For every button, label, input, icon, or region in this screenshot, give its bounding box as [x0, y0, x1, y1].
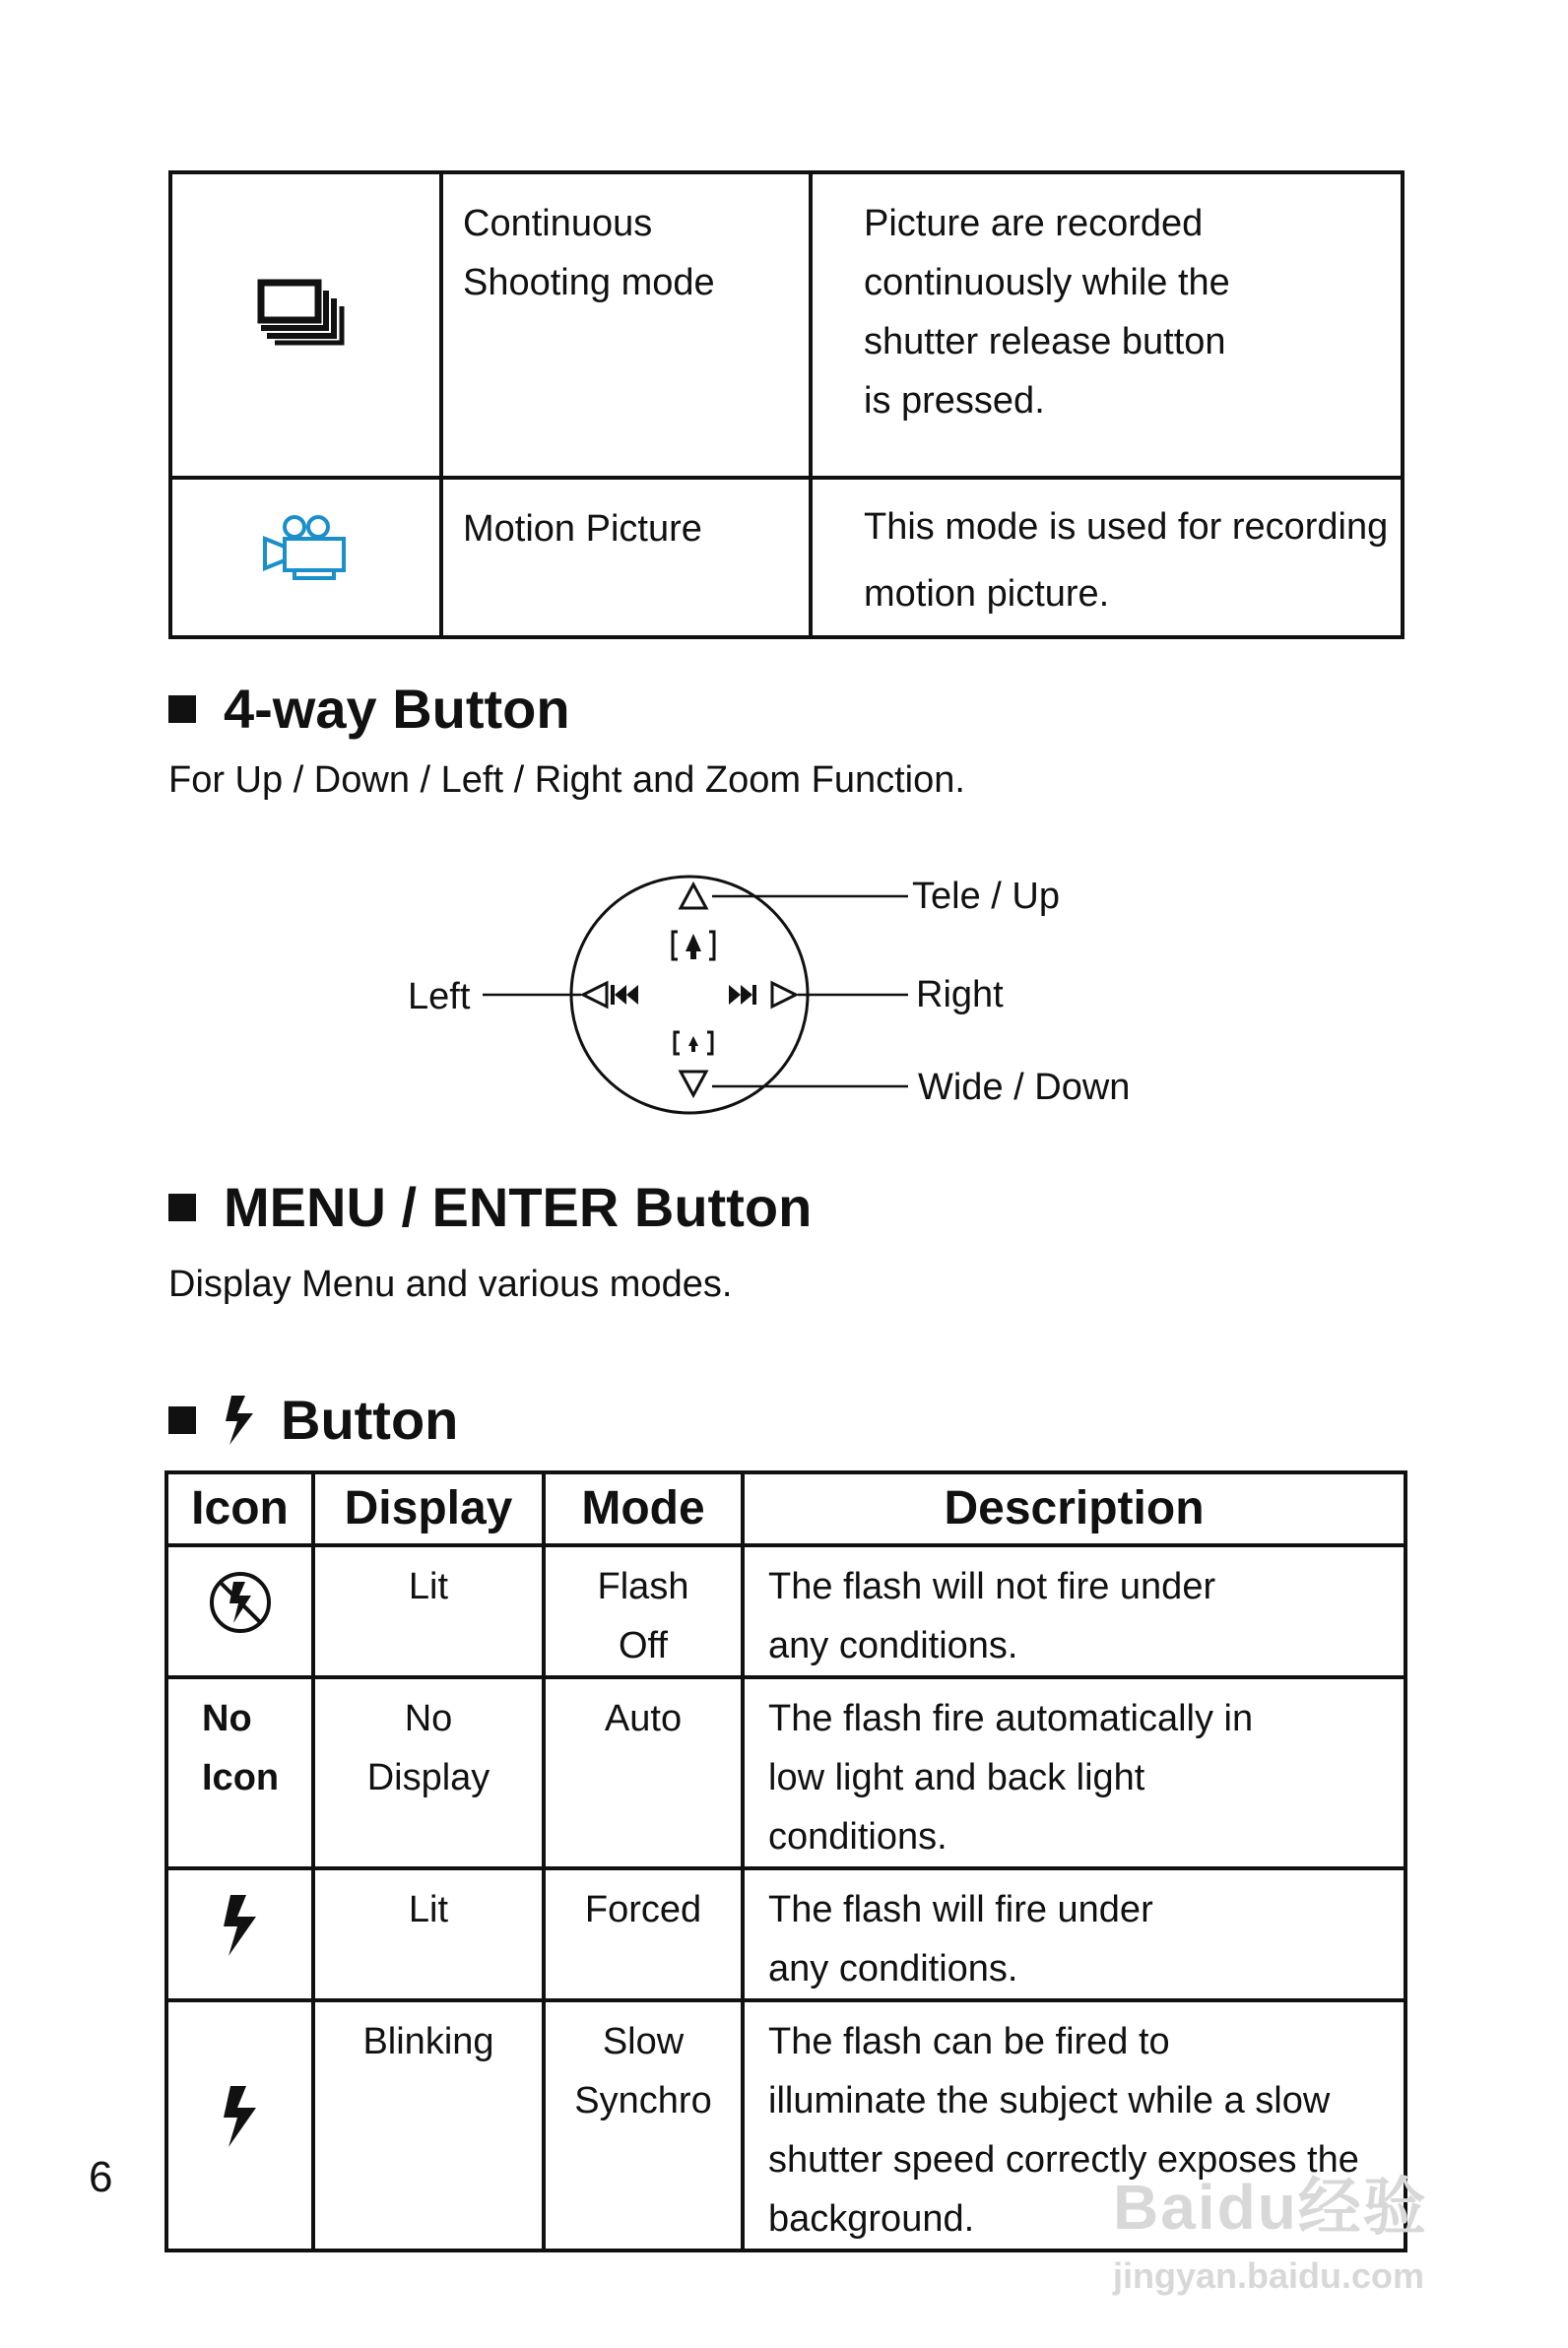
- label-wide-down: Wide / Down: [918, 1067, 1131, 1108]
- flash-icon: [221, 1893, 260, 1958]
- no-icon-cell: No Icon: [166, 1677, 313, 1868]
- watermark-url: jingyan.baidu.com: [1113, 2255, 1425, 2296]
- mode-cell: Auto: [544, 1677, 743, 1868]
- display-cell: No Display: [313, 1677, 544, 1868]
- mode-cell: Slow Synchro: [544, 2000, 743, 2250]
- mode-desc-cell: [811, 172, 1403, 478]
- display-cell: Lit: [313, 1545, 544, 1677]
- mode-icon-cell: [170, 172, 441, 478]
- four-way-description: For Up / Down / Left / Right and Zoom Function.: [168, 759, 965, 801]
- skip-forward-icon: [729, 985, 756, 1005]
- bullet-square-icon: [168, 695, 196, 723]
- bullet-square-icon: [168, 1406, 196, 1434]
- label-tele-up: Tele / Up: [912, 876, 1060, 917]
- header-display: Display: [313, 1472, 544, 1545]
- left-arrow-icon: [583, 983, 607, 1007]
- continuous-shooting-icon: [257, 277, 356, 346]
- page-number: 6: [89, 2153, 113, 2201]
- description-cell: The flash can be fired to illuminate the subject while a slow shutter speed correctly exposes the background.: [743, 2000, 1405, 2250]
- menu-description: Display Menu and various modes.: [168, 1264, 733, 1305]
- label-left: Left: [408, 976, 471, 1017]
- menu-heading-text: MENU / ENTER Button: [224, 1176, 813, 1238]
- flash-icon: [224, 1394, 257, 1447]
- video-camera-icon: [259, 513, 354, 582]
- mode-description: Picture are recorded continuously while the shutter release button is pressed.: [864, 203, 1230, 422]
- display-cell: Lit: [313, 1868, 544, 2000]
- table-row: [170, 478, 1403, 637]
- table-row: [166, 1677, 1405, 1868]
- watermark-logo: Baidu经验: [1113, 2172, 1428, 2243]
- mode-name: Continuous Shooting mode: [463, 203, 715, 303]
- bullet-square-icon: [168, 1194, 196, 1221]
- table-row: [166, 1868, 1405, 2000]
- flash-heading-text: Button: [281, 1389, 459, 1451]
- table-row: [166, 1545, 1405, 1677]
- flash-table-header: [166, 1472, 1405, 1545]
- mode-name: Motion Picture: [463, 508, 702, 550]
- watermark: [1113, 2157, 1428, 2297]
- tele-zoom-icon: [673, 932, 714, 959]
- header-icon: Icon: [166, 1472, 313, 1545]
- description-cell: The flash will fire under any conditions.: [743, 1868, 1405, 2000]
- down-arrow-icon: [681, 1072, 706, 1095]
- four-way-heading-text: 4-way Button: [224, 678, 570, 740]
- right-arrow-icon: [772, 983, 796, 1007]
- mode-table: [168, 170, 1405, 639]
- wide-zoom-icon: [675, 1032, 712, 1054]
- flash-icon-cell: [166, 2000, 313, 2250]
- mode-icon-cell: [170, 478, 441, 637]
- up-arrow-icon: [681, 884, 706, 908]
- header-description: Description: [743, 1472, 1405, 1545]
- mode-cell: Forced: [544, 1868, 743, 2000]
- mode-name-cell: [441, 478, 811, 637]
- mode-desc-cell: [811, 478, 1403, 637]
- flash-table: [164, 1470, 1407, 2252]
- flash-off-icon: [208, 1570, 273, 1635]
- flash-heading: [168, 1391, 458, 1450]
- four-way-heading: [168, 680, 570, 739]
- mode-cell: Flash Off: [544, 1545, 743, 1677]
- description-cell: The flash fire automatically in low light and back light conditions.: [743, 1677, 1405, 1868]
- display-cell: Blinking: [313, 2000, 544, 2250]
- menu-heading: [168, 1178, 812, 1237]
- skip-back-icon: [611, 985, 638, 1005]
- four-way-diagram: [394, 857, 1182, 1133]
- table-row: [170, 172, 1403, 478]
- label-right: Right: [916, 974, 1004, 1015]
- flash-icon-cell: [166, 1545, 313, 1677]
- description-cell: The flash will not fire under any conditions.: [743, 1545, 1405, 1677]
- flash-icon-cell: [166, 1868, 313, 2000]
- mode-name-cell: [441, 172, 811, 478]
- header-mode: Mode: [544, 1472, 743, 1545]
- flash-icon: [219, 2084, 262, 2149]
- mode-description: This mode is used for recording motion picture.: [864, 506, 1389, 615]
